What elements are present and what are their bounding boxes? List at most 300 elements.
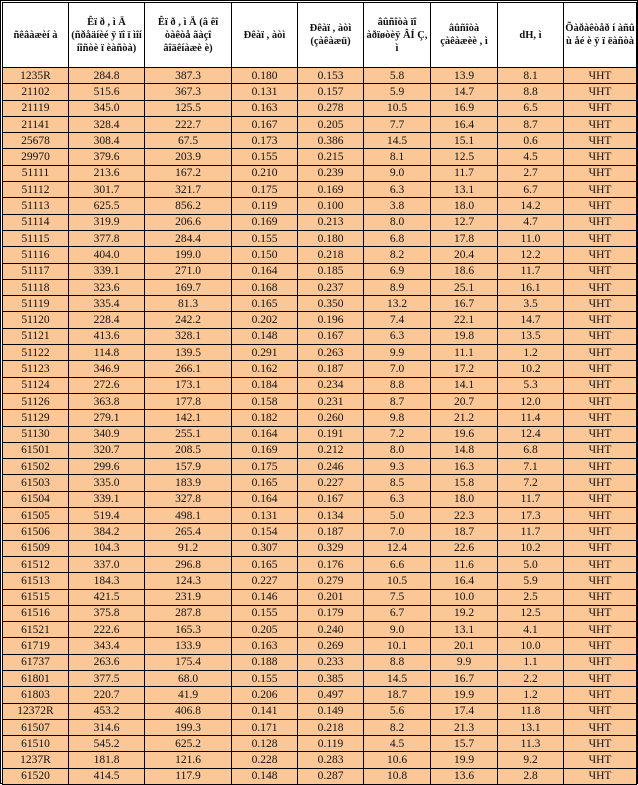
- cell-height-zakazh: 20.4: [431, 247, 498, 263]
- cell-saturation: ЧНТ: [564, 491, 637, 507]
- cell-kpr-contact: 498.1: [145, 508, 232, 524]
- cell-height-vnk: 7.5: [364, 589, 431, 605]
- column-header-rkap: Ðêàï , àòì: [232, 3, 298, 68]
- cell-height-zakazh: 18.6: [431, 263, 498, 279]
- cell-rkap-zakazh: 0.169: [298, 182, 364, 198]
- column-header-height-zakazh: âûñîòà çàêàæèè , ì: [431, 3, 498, 68]
- cell-height-zakazh: 22.6: [431, 540, 498, 556]
- cell-height-zakazh: 20.1: [431, 638, 498, 654]
- cell-saturation: ЧНТ: [564, 605, 637, 621]
- cell-rkap-zakazh: 0.218: [298, 247, 364, 263]
- cell-saturation: ЧНТ: [564, 100, 637, 116]
- cell-kpr-contact: 91.2: [145, 540, 232, 556]
- cell-height-vnk: 10.1: [364, 638, 431, 654]
- table-row: [3, 491, 637, 507]
- cell-kpr-avg: 625.5: [69, 198, 145, 214]
- cell-kpr-avg: 308.4: [69, 133, 145, 149]
- cell-saturation: ЧНТ: [564, 312, 637, 328]
- cell-dh: 11.7: [498, 524, 564, 540]
- table-row: [3, 361, 637, 377]
- cell-height-zakazh: 17.2: [431, 361, 498, 377]
- cell-dh: 13.5: [498, 328, 564, 344]
- cell-rkap-zakazh: 0.239: [298, 165, 364, 181]
- cell-well: 21141: [3, 116, 69, 132]
- cell-height-zakazh: 16.9: [431, 100, 498, 116]
- cell-rkap-zakazh: 0.119: [298, 736, 364, 752]
- cell-height-zakazh: 14.1: [431, 377, 498, 393]
- cell-saturation: ЧНТ: [564, 768, 637, 784]
- table-row: [3, 133, 637, 149]
- cell-kpr-avg: 414.5: [69, 768, 145, 784]
- cell-saturation: ЧНТ: [564, 377, 637, 393]
- cell-rkap: 0.171: [232, 719, 298, 735]
- cell-height-vnk: 6.9: [364, 263, 431, 279]
- cell-saturation: ЧНТ: [564, 654, 637, 670]
- cell-dh: 16.1: [498, 279, 564, 295]
- cell-saturation: ЧНТ: [564, 556, 637, 572]
- cell-height-vnk: 7.4: [364, 312, 431, 328]
- cell-rkap: 0.150: [232, 247, 298, 263]
- table-row: [3, 328, 637, 344]
- cell-height-vnk: 10.6: [364, 752, 431, 768]
- cell-kpr-contact: 199.3: [145, 719, 232, 735]
- cell-height-zakazh: 15.1: [431, 133, 498, 149]
- cell-kpr-contact: 271.0: [145, 263, 232, 279]
- table-row: [3, 182, 637, 198]
- cell-kpr-avg: 314.6: [69, 719, 145, 735]
- cell-saturation: ЧНТ: [564, 247, 637, 263]
- cell-saturation: ЧНТ: [564, 540, 637, 556]
- cell-kpr-contact: 265.4: [145, 524, 232, 540]
- cell-kpr-contact: 287.8: [145, 605, 232, 621]
- cell-dh: 14.2: [498, 198, 564, 214]
- table-row: [3, 573, 637, 589]
- cell-height-zakazh: 15.7: [431, 736, 498, 752]
- cell-height-zakazh: 19.9: [431, 752, 498, 768]
- table-row: [3, 426, 637, 442]
- cell-rkap-zakazh: 0.231: [298, 393, 364, 409]
- cell-kpr-contact: 625.2: [145, 736, 232, 752]
- cell-kpr-contact: 296.8: [145, 556, 232, 572]
- cell-kpr-contact: 165.3: [145, 622, 232, 638]
- cell-height-zakazh: 15.8: [431, 475, 498, 491]
- cell-well: 51119: [3, 296, 69, 312]
- cell-rkap: 0.148: [232, 328, 298, 344]
- cell-well: 51126: [3, 393, 69, 409]
- cell-rkap: 0.228: [232, 752, 298, 768]
- cell-height-vnk: 4.5: [364, 736, 431, 752]
- cell-saturation: ЧНТ: [564, 279, 637, 295]
- cell-kpr-avg: 272.6: [69, 377, 145, 393]
- table-row: [3, 377, 637, 393]
- cell-saturation: ЧНТ: [564, 149, 637, 165]
- cell-rkap-zakazh: 0.215: [298, 149, 364, 165]
- cell-dh: 4.5: [498, 149, 564, 165]
- cell-kpr-contact: 183.9: [145, 475, 232, 491]
- cell-dh: 1.2: [498, 345, 564, 361]
- cell-kpr-contact: 125.5: [145, 100, 232, 116]
- cell-height-zakazh: 11.1: [431, 345, 498, 361]
- cell-rkap-zakazh: 0.191: [298, 426, 364, 442]
- cell-saturation: ЧНТ: [564, 426, 637, 442]
- table-row: [3, 670, 637, 686]
- cell-kpr-contact: 121.6: [145, 752, 232, 768]
- cell-height-vnk: 6.7: [364, 605, 431, 621]
- cell-rkap-zakazh: 0.201: [298, 589, 364, 605]
- cell-saturation: ЧНТ: [564, 165, 637, 181]
- cell-well: 51118: [3, 279, 69, 295]
- column-header-rkap-zakazh: Ðêàï , àòì (çàêàæü): [298, 3, 364, 68]
- table-row: [3, 442, 637, 458]
- cell-rkap-zakazh: 0.386: [298, 133, 364, 149]
- cell-well: 51123: [3, 361, 69, 377]
- column-header-kpr-contact: Êï ð , ì Ä (â êî òàêòå ãàçî âîäêíàæè è): [145, 3, 232, 68]
- cell-height-zakazh: 13.1: [431, 182, 498, 198]
- cell-saturation: ЧНТ: [564, 719, 637, 735]
- cell-well: 29970: [3, 149, 69, 165]
- cell-dh: 11.7: [498, 263, 564, 279]
- cell-well: 61521: [3, 622, 69, 638]
- cell-height-vnk: 12.4: [364, 540, 431, 556]
- cell-rkap: 0.227: [232, 573, 298, 589]
- cell-kpr-contact: 856.2: [145, 198, 232, 214]
- cell-dh: 12.2: [498, 247, 564, 263]
- cell-height-vnk: 6.3: [364, 491, 431, 507]
- cell-height-vnk: 9.9: [364, 345, 431, 361]
- cell-kpr-contact: 222.7: [145, 116, 232, 132]
- cell-rkap: 0.175: [232, 182, 298, 198]
- cell-kpr-avg: 404.0: [69, 247, 145, 263]
- cell-height-vnk: 8.8: [364, 377, 431, 393]
- cell-rkap: 0.165: [232, 296, 298, 312]
- cell-rkap: 0.164: [232, 491, 298, 507]
- cell-well: 51122: [3, 345, 69, 361]
- cell-rkap-zakazh: 0.167: [298, 328, 364, 344]
- cell-dh: 4.1: [498, 622, 564, 638]
- cell-well: 61506: [3, 524, 69, 540]
- cell-rkap: 0.164: [232, 263, 298, 279]
- cell-height-vnk: 8.1: [364, 149, 431, 165]
- cell-rkap-zakazh: 0.167: [298, 491, 364, 507]
- cell-dh: 2.7: [498, 165, 564, 181]
- cell-rkap: 0.119: [232, 198, 298, 214]
- cell-rkap: 0.169: [232, 442, 298, 458]
- cell-kpr-contact: 81.3: [145, 296, 232, 312]
- table-row: [3, 279, 637, 295]
- cell-saturation: ЧНТ: [564, 670, 637, 686]
- cell-kpr-contact: 406.8: [145, 703, 232, 719]
- cell-well: 61507: [3, 719, 69, 735]
- cell-kpr-avg: 346.9: [69, 361, 145, 377]
- cell-height-vnk: 14.5: [364, 670, 431, 686]
- cell-kpr-avg: 181.8: [69, 752, 145, 768]
- cell-dh: 12.4: [498, 426, 564, 442]
- cell-height-vnk: 8.0: [364, 442, 431, 458]
- table-row: [3, 605, 637, 621]
- cell-dh: 2.8: [498, 768, 564, 784]
- cell-height-zakazh: 18.0: [431, 491, 498, 507]
- cell-kpr-avg: 213.6: [69, 165, 145, 181]
- cell-well: 51113: [3, 198, 69, 214]
- table-row: [3, 345, 637, 361]
- cell-well: 51111: [3, 165, 69, 181]
- table-row: [3, 622, 637, 638]
- table-row: [3, 214, 637, 230]
- table-row: [3, 719, 637, 735]
- cell-saturation: ЧНТ: [564, 133, 637, 149]
- table-row: [3, 556, 637, 572]
- cell-height-vnk: 6.3: [364, 182, 431, 198]
- table-row: [3, 198, 637, 214]
- cell-kpr-avg: 263.6: [69, 654, 145, 670]
- cell-rkap: 0.165: [232, 475, 298, 491]
- cell-kpr-contact: 139.5: [145, 345, 232, 361]
- cell-height-vnk: 10.5: [364, 100, 431, 116]
- cell-rkap-zakazh: 0.149: [298, 703, 364, 719]
- cell-dh: 11.3: [498, 736, 564, 752]
- cell-kpr-contact: 206.6: [145, 214, 232, 230]
- cell-kpr-avg: 453.2: [69, 703, 145, 719]
- cell-kpr-contact: 175.4: [145, 654, 232, 670]
- cell-rkap-zakazh: 0.329: [298, 540, 364, 556]
- cell-saturation: ЧНТ: [564, 198, 637, 214]
- cell-height-zakazh: 12.5: [431, 149, 498, 165]
- cell-height-zakazh: 9.9: [431, 654, 498, 670]
- cell-rkap: 0.141: [232, 703, 298, 719]
- table-row: [3, 247, 637, 263]
- data-table: [2, 2, 637, 785]
- cell-height-vnk: 6.3: [364, 328, 431, 344]
- cell-well: 61515: [3, 589, 69, 605]
- cell-dh: 11.8: [498, 703, 564, 719]
- cell-dh: 14.7: [498, 312, 564, 328]
- cell-height-zakazh: 11.7: [431, 165, 498, 181]
- cell-height-vnk: 8.5: [364, 475, 431, 491]
- cell-dh: 5.9: [498, 573, 564, 589]
- cell-rkap: 0.184: [232, 377, 298, 393]
- cell-rkap: 0.291: [232, 345, 298, 361]
- cell-kpr-avg: 335.0: [69, 475, 145, 491]
- cell-saturation: ЧНТ: [564, 361, 637, 377]
- cell-height-zakazh: 17.8: [431, 230, 498, 246]
- cell-saturation: ЧНТ: [564, 68, 637, 84]
- cell-height-zakazh: 19.2: [431, 605, 498, 621]
- cell-dh: 5.3: [498, 377, 564, 393]
- cell-height-zakazh: 16.4: [431, 116, 498, 132]
- table-row: [3, 312, 637, 328]
- cell-rkap-zakazh: 0.279: [298, 573, 364, 589]
- cell-rkap-zakazh: 0.218: [298, 719, 364, 735]
- cell-height-vnk: 9.0: [364, 165, 431, 181]
- cell-rkap: 0.210: [232, 165, 298, 181]
- cell-rkap-zakazh: 0.234: [298, 377, 364, 393]
- cell-kpr-avg: 413.6: [69, 328, 145, 344]
- cell-height-vnk: 8.7: [364, 393, 431, 409]
- cell-height-zakazh: 10.0: [431, 589, 498, 605]
- table-row: [3, 100, 637, 116]
- cell-saturation: ЧНТ: [564, 230, 637, 246]
- cell-kpr-avg: 220.7: [69, 687, 145, 703]
- cell-dh: 6.7: [498, 182, 564, 198]
- cell-rkap: 0.155: [232, 149, 298, 165]
- cell-rkap-zakazh: 0.497: [298, 687, 364, 703]
- cell-dh: 8.7: [498, 116, 564, 132]
- cell-height-vnk: 10.8: [364, 768, 431, 784]
- cell-rkap: 0.131: [232, 84, 298, 100]
- cell-well: 61501: [3, 442, 69, 458]
- table-row: [3, 540, 637, 556]
- cell-dh: 11.4: [498, 410, 564, 426]
- cell-well: 51130: [3, 426, 69, 442]
- table-row: [3, 589, 637, 605]
- cell-kpr-contact: 367.3: [145, 84, 232, 100]
- table-row: [3, 459, 637, 475]
- cell-rkap: 0.307: [232, 540, 298, 556]
- cell-height-vnk: 5.0: [364, 508, 431, 524]
- cell-saturation: ЧНТ: [564, 459, 637, 475]
- cell-rkap: 0.128: [232, 736, 298, 752]
- cell-rkap-zakazh: 0.227: [298, 475, 364, 491]
- cell-height-zakazh: 14.7: [431, 84, 498, 100]
- cell-height-vnk: 7.2: [364, 426, 431, 442]
- cell-kpr-contact: 177.8: [145, 393, 232, 409]
- cell-well: 61520: [3, 768, 69, 784]
- cell-well: 51117: [3, 263, 69, 279]
- cell-rkap-zakazh: 0.269: [298, 638, 364, 654]
- cell-height-vnk: 9.8: [364, 410, 431, 426]
- cell-kpr-avg: 375.8: [69, 605, 145, 621]
- cell-rkap-zakazh: 0.187: [298, 524, 364, 540]
- cell-kpr-contact: 321.7: [145, 182, 232, 198]
- cell-saturation: ЧНТ: [564, 214, 637, 230]
- table-row: [3, 263, 637, 279]
- cell-rkap-zakazh: 0.287: [298, 768, 364, 784]
- cell-rkap: 0.205: [232, 622, 298, 638]
- cell-height-zakazh: 22.3: [431, 508, 498, 524]
- cell-kpr-avg: 384.2: [69, 524, 145, 540]
- cell-kpr-avg: 339.1: [69, 491, 145, 507]
- cell-kpr-contact: 169.7: [145, 279, 232, 295]
- cell-dh: 10.2: [498, 361, 564, 377]
- cell-height-vnk: 5.8: [364, 68, 431, 84]
- cell-well: 61803: [3, 687, 69, 703]
- header-row: [3, 3, 637, 68]
- table-row: [3, 687, 637, 703]
- cell-height-zakazh: 19.6: [431, 426, 498, 442]
- cell-height-zakazh: 21.3: [431, 719, 498, 735]
- cell-well: 61502: [3, 459, 69, 475]
- cell-rkap-zakazh: 0.179: [298, 605, 364, 621]
- table-row: [3, 116, 637, 132]
- cell-well: 61719: [3, 638, 69, 654]
- cell-kpr-contact: 328.1: [145, 328, 232, 344]
- table-row: [3, 768, 637, 784]
- cell-dh: 9.2: [498, 752, 564, 768]
- cell-well: 61801: [3, 670, 69, 686]
- cell-kpr-avg: 379.6: [69, 149, 145, 165]
- cell-dh: 6.8: [498, 442, 564, 458]
- cell-rkap: 0.155: [232, 230, 298, 246]
- cell-rkap: 0.131: [232, 508, 298, 524]
- cell-rkap: 0.155: [232, 670, 298, 686]
- cell-dh: 10.0: [498, 638, 564, 654]
- table-row: [3, 654, 637, 670]
- cell-saturation: ЧНТ: [564, 410, 637, 426]
- cell-saturation: ЧНТ: [564, 524, 637, 540]
- cell-rkap-zakazh: 0.176: [298, 556, 364, 572]
- cell-rkap-zakazh: 0.180: [298, 230, 364, 246]
- cell-kpr-avg: 320.7: [69, 442, 145, 458]
- cell-saturation: ЧНТ: [564, 622, 637, 638]
- cell-rkap: 0.169: [232, 214, 298, 230]
- cell-saturation: ЧНТ: [564, 573, 637, 589]
- cell-kpr-avg: 515.6: [69, 84, 145, 100]
- cell-rkap: 0.175: [232, 459, 298, 475]
- cell-kpr-contact: 387.3: [145, 68, 232, 84]
- cell-height-vnk: 8.8: [364, 654, 431, 670]
- cell-height-vnk: 5.6: [364, 703, 431, 719]
- cell-kpr-contact: 124.3: [145, 573, 232, 589]
- cell-rkap-zakazh: 0.385: [298, 670, 364, 686]
- cell-well: 51115: [3, 230, 69, 246]
- cell-height-vnk: 6.6: [364, 556, 431, 572]
- cell-well: 61513: [3, 573, 69, 589]
- cell-height-zakazh: 12.7: [431, 214, 498, 230]
- cell-well: 61510: [3, 736, 69, 752]
- cell-rkap: 0.173: [232, 133, 298, 149]
- cell-height-zakazh: 16.3: [431, 459, 498, 475]
- cell-rkap-zakazh: 0.185: [298, 263, 364, 279]
- cell-rkap-zakazh: 0.187: [298, 361, 364, 377]
- table-row: [3, 84, 637, 100]
- cell-height-vnk: 3.8: [364, 198, 431, 214]
- cell-height-vnk: 18.7: [364, 687, 431, 703]
- cell-height-vnk: 7.0: [364, 524, 431, 540]
- cell-rkap-zakazh: 0.157: [298, 84, 364, 100]
- cell-rkap-zakazh: 0.134: [298, 508, 364, 524]
- cell-rkap: 0.154: [232, 524, 298, 540]
- cell-rkap-zakazh: 0.350: [298, 296, 364, 312]
- cell-dh: 2.2: [498, 670, 564, 686]
- cell-rkap: 0.164: [232, 426, 298, 442]
- cell-height-zakazh: 13.1: [431, 622, 498, 638]
- cell-height-vnk: 14.5: [364, 133, 431, 149]
- cell-kpr-contact: 117.9: [145, 768, 232, 784]
- cell-kpr-avg: 377.5: [69, 670, 145, 686]
- cell-rkap-zakazh: 0.283: [298, 752, 364, 768]
- cell-kpr-contact: 242.2: [145, 312, 232, 328]
- column-header-kpr-avg: Êï ð , ì Ä (ñðåäíèé ÿ ïî ï ìîí íîñòè ï èàñòà): [69, 3, 145, 68]
- table-row: [3, 524, 637, 540]
- cell-rkap-zakazh: 0.237: [298, 279, 364, 295]
- cell-saturation: ЧНТ: [564, 736, 637, 752]
- cell-kpr-contact: 41.9: [145, 687, 232, 703]
- cell-well: 51124: [3, 377, 69, 393]
- cell-height-zakazh: 19.8: [431, 328, 498, 344]
- table-row: [3, 508, 637, 524]
- cell-rkap-zakazh: 0.240: [298, 622, 364, 638]
- cell-height-zakazh: 21.2: [431, 410, 498, 426]
- cell-dh: 5.0: [498, 556, 564, 572]
- cell-rkap: 0.180: [232, 68, 298, 84]
- cell-kpr-avg: 421.5: [69, 589, 145, 605]
- cell-saturation: ЧНТ: [564, 687, 637, 703]
- cell-height-zakazh: 16.4: [431, 573, 498, 589]
- cell-well: 51120: [3, 312, 69, 328]
- cell-kpr-avg: 222.6: [69, 622, 145, 638]
- cell-saturation: ЧНТ: [564, 263, 637, 279]
- cell-well: 1237R: [3, 752, 69, 768]
